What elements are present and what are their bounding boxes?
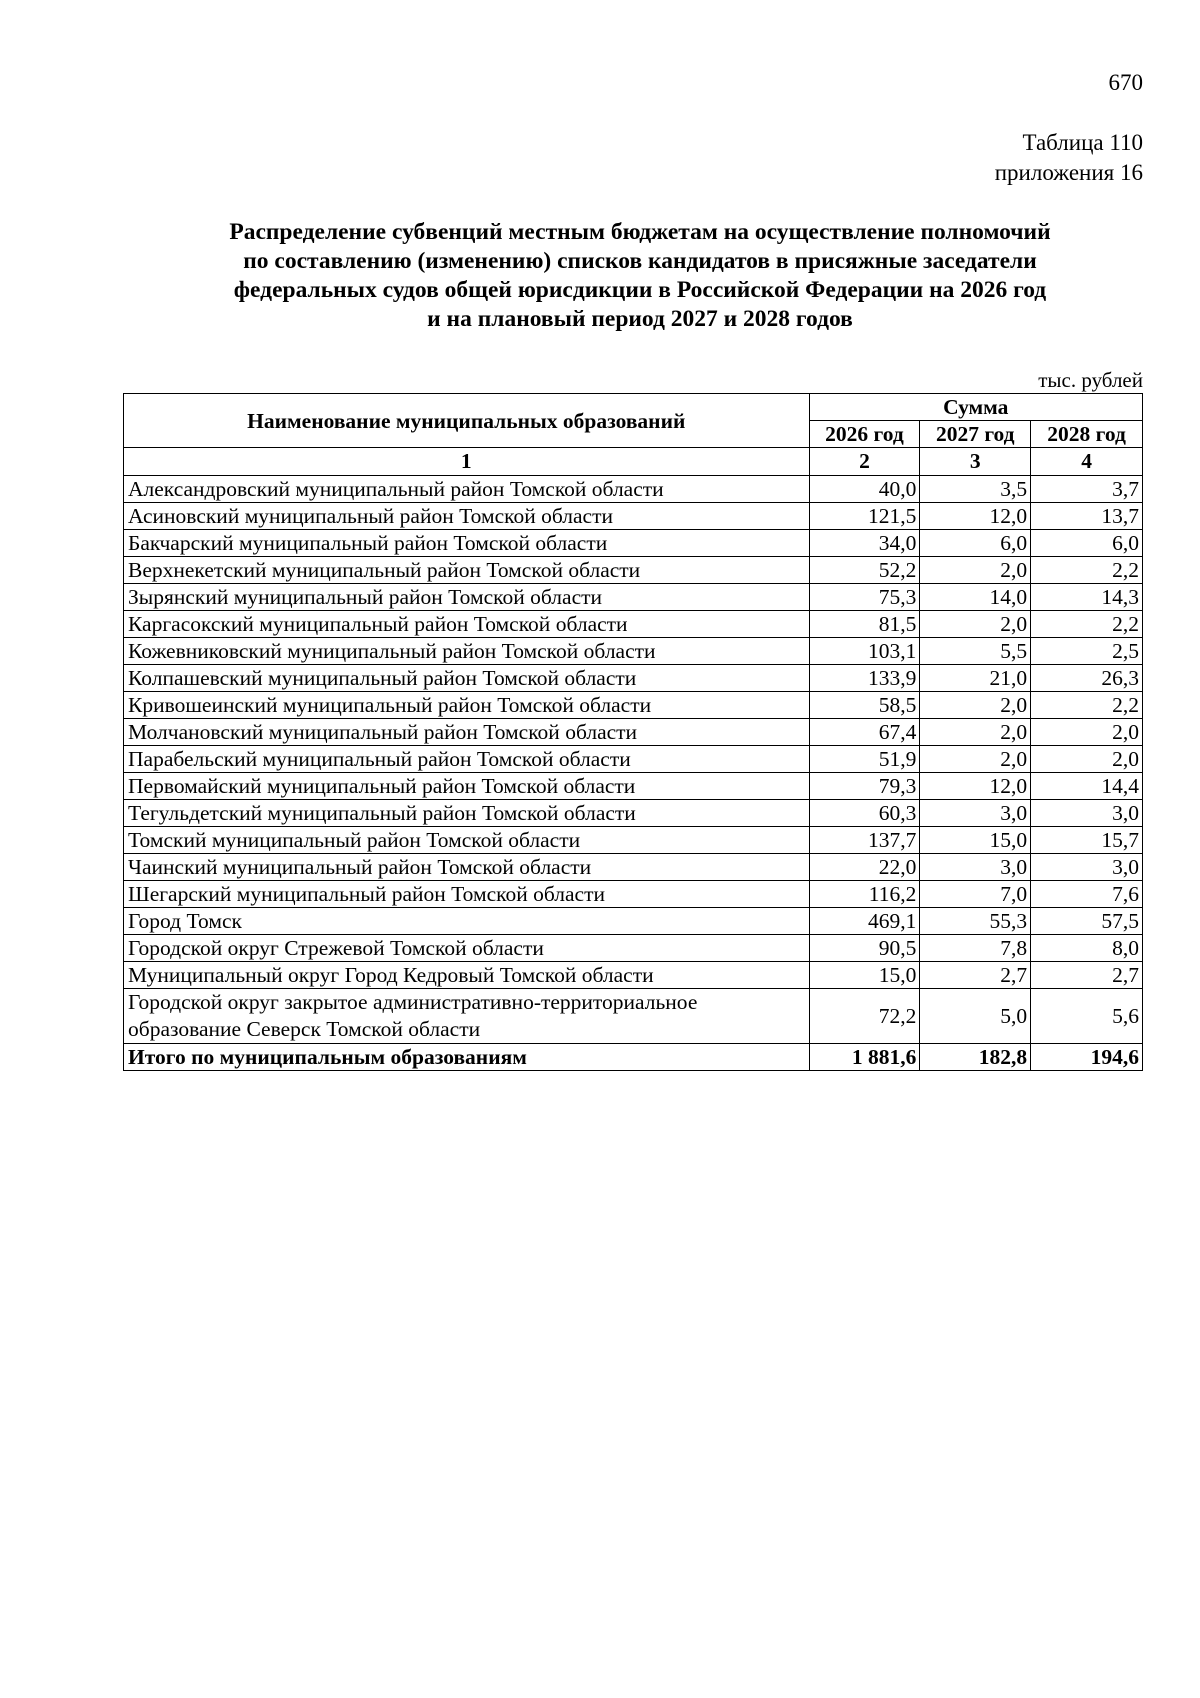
- document-title: [120, 218, 1160, 334]
- table-row: [124, 881, 1143, 908]
- value-2026: 60,3: [809, 800, 920, 827]
- table-row: [124, 719, 1143, 746]
- municipality-name: Колпашевский муниципальный район Томской области: [124, 665, 810, 692]
- value-2028: 2,0: [1031, 746, 1143, 773]
- column-number: 3: [920, 448, 1031, 476]
- value-2028: 13,7: [1031, 503, 1143, 530]
- value-2026: 90,5: [809, 935, 920, 962]
- municipality-name: Зырянский муниципальный район Томской области: [124, 584, 810, 611]
- municipality-name: Городской округ закрытое административно-территориальное образование Северск Томской области: [124, 989, 810, 1044]
- municipality-name: Каргасокский муниципальный район Томской области: [124, 611, 810, 638]
- value-2028: 2,2: [1031, 611, 1143, 638]
- table-row: [124, 935, 1143, 962]
- value-2027: 5,5: [920, 638, 1031, 665]
- municipality-name: Александровский муниципальный район Томской области: [124, 476, 810, 503]
- table-row: [124, 692, 1143, 719]
- municipality-name: Парабельский муниципальный район Томской области: [124, 746, 810, 773]
- value-2027: 15,0: [920, 827, 1031, 854]
- value-2027: 3,5: [920, 476, 1031, 503]
- table-row: [124, 665, 1143, 692]
- subvention-table: [123, 393, 1143, 1071]
- value-2026: 51,9: [809, 746, 920, 773]
- value-2028: 2,5: [1031, 638, 1143, 665]
- table-row: [124, 746, 1143, 773]
- table-row: [124, 530, 1143, 557]
- page-number: 670: [1108, 70, 1143, 95]
- value-2028: 2,2: [1031, 557, 1143, 584]
- value-2027: 2,0: [920, 746, 1031, 773]
- table-row: [124, 773, 1143, 800]
- table-row: [124, 638, 1143, 665]
- municipality-name: Бакчарский муниципальный район Томской области: [124, 530, 810, 557]
- value-2027: 55,3: [920, 908, 1031, 935]
- appendix-reference: приложения 16: [994, 160, 1143, 185]
- header-year-2026: 2026 год: [809, 421, 920, 448]
- value-2026: 121,5: [809, 503, 920, 530]
- municipality-name: Верхнекетский муниципальный район Томской области: [124, 557, 810, 584]
- value-2028: 2,7: [1031, 962, 1143, 989]
- table-row: [124, 962, 1143, 989]
- value-2026: 22,0: [809, 854, 920, 881]
- value-2026: 81,5: [809, 611, 920, 638]
- table-row: [124, 476, 1143, 503]
- column-number-row: [124, 448, 1143, 476]
- table-row: [124, 611, 1143, 638]
- value-2026: 75,3: [809, 584, 920, 611]
- value-2027: 21,0: [920, 665, 1031, 692]
- municipality-name: Тегульдетский муниципальный район Томской области: [124, 800, 810, 827]
- header-sum: Сумма: [809, 394, 1142, 421]
- table-body: [124, 476, 1143, 1071]
- table-row: [124, 908, 1143, 935]
- total-2028: 194,6: [1031, 1044, 1143, 1071]
- municipality-name: Шегарский муниципальный район Томской области: [124, 881, 810, 908]
- column-number: 1: [124, 448, 810, 476]
- value-2028: 3,7: [1031, 476, 1143, 503]
- municipality-name: Томский муниципальный район Томской области: [124, 827, 810, 854]
- table-reference: [995, 128, 1143, 188]
- title-line: по составлению (изменению) списков кандидатов в присяжные заседатели: [243, 248, 1037, 274]
- table-row: [124, 800, 1143, 827]
- value-2028: 2,2: [1031, 692, 1143, 719]
- header-year-2028: 2028 год: [1031, 421, 1143, 448]
- value-2026: 103,1: [809, 638, 920, 665]
- value-2028: 2,0: [1031, 719, 1143, 746]
- value-2028: 15,7: [1031, 827, 1143, 854]
- value-2027: 5,0: [920, 989, 1031, 1044]
- value-2026: 40,0: [809, 476, 920, 503]
- value-2027: 6,0: [920, 530, 1031, 557]
- value-2027: 12,0: [920, 503, 1031, 530]
- column-number: 2: [809, 448, 920, 476]
- total-2027: 182,8: [920, 1044, 1031, 1071]
- value-2026: 137,7: [809, 827, 920, 854]
- value-2026: 116,2: [809, 881, 920, 908]
- value-2027: 2,7: [920, 962, 1031, 989]
- value-2028: 7,6: [1031, 881, 1143, 908]
- value-2026: 52,2: [809, 557, 920, 584]
- municipality-name: Городской округ Стрежевой Томской области: [124, 935, 810, 962]
- municipality-name: Город Томск: [124, 908, 810, 935]
- value-2028: 26,3: [1031, 665, 1143, 692]
- value-2028: 6,0: [1031, 530, 1143, 557]
- value-2028: 5,6: [1031, 989, 1143, 1044]
- value-2028: 57,5: [1031, 908, 1143, 935]
- value-2027: 2,0: [920, 719, 1031, 746]
- title-line: федеральных судов общей юрисдикции в Российской Федерации на 2026 год: [233, 277, 1047, 303]
- value-2026: 469,1: [809, 908, 920, 935]
- value-2027: 2,0: [920, 557, 1031, 584]
- table-row: [124, 557, 1143, 584]
- value-2026: 34,0: [809, 530, 920, 557]
- value-2026: 79,3: [809, 773, 920, 800]
- value-2026: 67,4: [809, 719, 920, 746]
- municipality-name: Кожевниковский муниципальный район Томской области: [124, 638, 810, 665]
- value-2027: 2,0: [920, 692, 1031, 719]
- total-2026: 1 881,6: [809, 1044, 920, 1071]
- title-line: Распределение субвенций местным бюджетам на осуществление полномочий: [229, 219, 1051, 245]
- value-2028: 3,0: [1031, 854, 1143, 881]
- municipality-name: Кривошеинский муниципальный район Томской области: [124, 692, 810, 719]
- title-line: и на плановый период 2027 и 2028 годов: [427, 306, 853, 332]
- value-2027: 3,0: [920, 854, 1031, 881]
- municipality-name: Чаинский муниципальный район Томской области: [124, 854, 810, 881]
- value-2028: 8,0: [1031, 935, 1143, 962]
- table-row: [124, 503, 1143, 530]
- value-2027: 14,0: [920, 584, 1031, 611]
- value-2028: 14,3: [1031, 584, 1143, 611]
- value-2027: 12,0: [920, 773, 1031, 800]
- value-2027: 3,0: [920, 800, 1031, 827]
- value-2027: 7,0: [920, 881, 1031, 908]
- units-label: тыс. рублей: [1038, 368, 1143, 392]
- value-2026: 15,0: [809, 962, 920, 989]
- value-2026: 58,5: [809, 692, 920, 719]
- table-row: [124, 827, 1143, 854]
- total-row: [124, 1044, 1143, 1071]
- column-number: 4: [1031, 448, 1143, 476]
- header-year-2027: 2027 год: [920, 421, 1031, 448]
- municipality-name: Асиновский муниципальный район Томской области: [124, 503, 810, 530]
- value-2028: 3,0: [1031, 800, 1143, 827]
- total-label: Итого по муниципальным образованиям: [124, 1044, 810, 1071]
- value-2027: 7,8: [920, 935, 1031, 962]
- municipality-name: Муниципальный округ Город Кедровый Томской области: [124, 962, 810, 989]
- value-2028: 14,4: [1031, 773, 1143, 800]
- value-2026: 72,2: [809, 989, 920, 1044]
- table-row: [124, 854, 1143, 881]
- value-2027: 2,0: [920, 611, 1031, 638]
- header-row: [124, 394, 1143, 421]
- table-number: Таблица 110: [1022, 130, 1143, 155]
- header-name: Наименование муниципальных образований: [124, 394, 810, 448]
- value-2026: 133,9: [809, 665, 920, 692]
- municipality-name: Молчановский муниципальный район Томской области: [124, 719, 810, 746]
- table-row: [124, 584, 1143, 611]
- table-row: [124, 989, 1143, 1044]
- municipality-name: Первомайский муниципальный район Томской области: [124, 773, 810, 800]
